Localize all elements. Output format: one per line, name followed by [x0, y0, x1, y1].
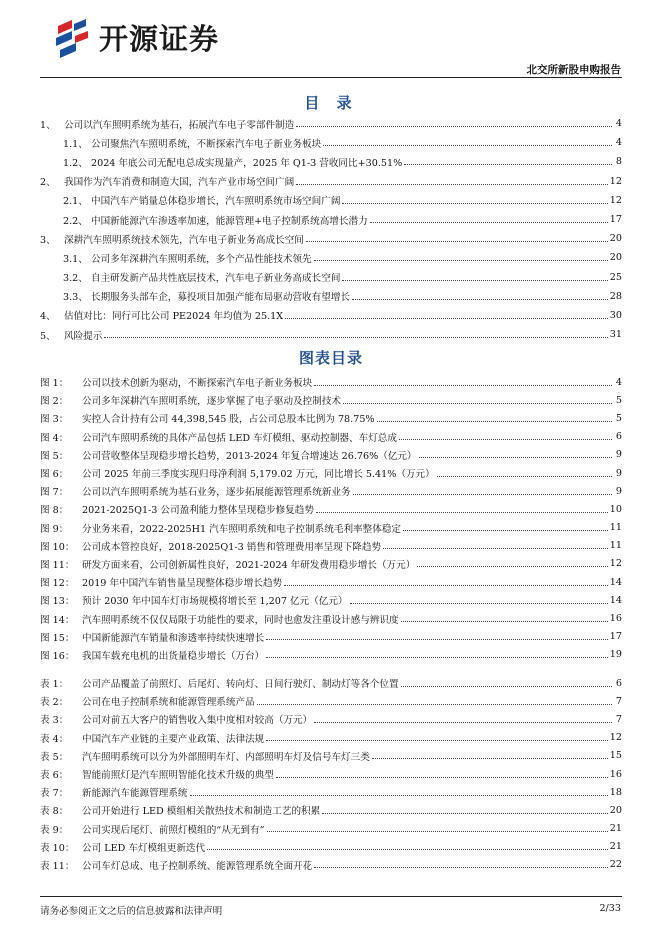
brand-logo-icon — [52, 18, 92, 58]
dot-leader — [417, 566, 607, 567]
entry-page: 21 — [609, 841, 622, 853]
entry-number: 1.1、 — [63, 138, 88, 150]
entry-title: 公司以汽车照明系统为基石，拓展汽车电子零部件制造 — [64, 119, 295, 131]
entry-page: 15 — [609, 750, 622, 762]
entry-title: 2021-2025Q1-3 公司盈利能力整体呈现稳步修复趋势 — [82, 505, 314, 517]
toc-entry[interactable] — [40, 747, 622, 765]
dot-leader — [314, 722, 612, 723]
toc-entry[interactable] — [40, 446, 622, 464]
dot-leader — [306, 241, 608, 242]
figure-list-title: 图表目录 — [298, 349, 363, 367]
brand-name: 开源证券 — [99, 22, 220, 56]
toc-entry[interactable] — [40, 482, 622, 500]
entry-title: 公司汽车照明系统的具体产品包括 LED 车灯模组、驱动控制器、车灯总成 — [82, 432, 397, 444]
entry-page: 16 — [609, 768, 622, 780]
entry-title: 智能前照灯是汽车照明智能化技术升级的典型 — [82, 770, 274, 782]
entry-title: 汽车照明系统可以分为外部照明车灯、内部照明车灯及信号车灯三类 — [82, 751, 370, 763]
dot-leader — [343, 403, 612, 404]
entry-number: 表 2： — [40, 697, 69, 709]
dot-leader — [296, 184, 608, 185]
toc-entry[interactable] — [40, 172, 622, 191]
dot-leader — [207, 849, 608, 850]
entry-number: 图 7： — [40, 487, 69, 499]
entry-page: 19 — [609, 649, 622, 661]
entry-page: 5 — [615, 412, 622, 424]
header-rule — [40, 77, 622, 78]
dot-leader — [350, 603, 608, 604]
toc-entry[interactable] — [40, 325, 622, 344]
entry-number: 3.1、 — [63, 253, 88, 265]
toc-entry[interactable] — [40, 801, 622, 819]
entry-number: 表 4： — [40, 733, 69, 745]
entry-page: 6 — [615, 677, 622, 689]
dot-leader — [314, 867, 608, 868]
entry-number: 图 3： — [40, 414, 69, 426]
entry-page: 4 — [615, 376, 622, 388]
entry-number: 图 14： — [40, 614, 75, 626]
entry-number: 图 4： — [40, 432, 69, 444]
dot-leader — [266, 657, 608, 658]
dot-leader — [342, 203, 607, 204]
entry-title: 长期服务头部车企，募投项目加强产能布局驱动营收有望增长 — [91, 292, 351, 304]
dot-leader — [284, 585, 608, 586]
toc-entry[interactable] — [40, 729, 622, 747]
entry-number: 2.1、 — [63, 196, 88, 208]
toc-entry[interactable] — [40, 133, 622, 152]
entry-number: 表 1： — [40, 679, 69, 691]
entry-number: 1.2、 — [63, 157, 88, 169]
dot-leader — [316, 512, 608, 513]
entry-page: 12 — [609, 175, 622, 187]
dot-leader — [399, 439, 612, 440]
toc-entry[interactable] — [40, 537, 622, 555]
entry-number: 图 5： — [40, 450, 69, 462]
entry-number: 图 11： — [40, 559, 75, 571]
toc-entry[interactable] — [40, 229, 622, 248]
entry-title: 我国作为汽车消费和制造大国，汽车产业市场空间广阔 — [64, 177, 295, 189]
dot-leader — [372, 758, 608, 759]
entry-number: 表 8： — [40, 806, 69, 818]
entry-number: 表 7： — [40, 788, 69, 800]
page-number: 2/33 — [599, 903, 621, 914]
entry-page: 30 — [609, 309, 622, 321]
entry-number: 3.3、 — [63, 292, 88, 304]
dot-leader — [404, 164, 612, 165]
toc-entry[interactable] — [40, 152, 622, 171]
entry-page: 12 — [609, 558, 622, 570]
entry-page: 11 — [609, 522, 622, 534]
entry-title: 分业务来看，2022-2025H1 汽车照明系统和电子控制系统毛利率整体稳定 — [82, 523, 402, 535]
entry-page: 9 — [615, 485, 622, 497]
entry-page: 28 — [609, 290, 622, 302]
entry-title: 公司多年深耕汽车照明系统，逐步掌握了电子驱动及控制技术 — [82, 396, 342, 408]
dot-leader — [276, 777, 608, 778]
dot-leader — [314, 260, 608, 261]
dot-leader — [383, 548, 608, 549]
entry-title: 自主研发新产品共性底层技术，汽车电子新业务高成长空间 — [91, 273, 341, 285]
entry-page: 11 — [609, 540, 622, 552]
dot-leader — [342, 280, 607, 281]
entry-page: 17 — [609, 631, 622, 643]
entry-number: 图 16： — [40, 650, 75, 662]
entry-page: 20 — [609, 804, 622, 816]
entry-title: 公司产品覆盖了前照灯、后尾灯、转向灯、日间行驶灯、制动灯等各个位置 — [82, 679, 399, 691]
entry-number: 表 10： — [40, 842, 75, 854]
toc-entry[interactable] — [40, 428, 622, 446]
entry-title: 我国车载充电机的出货量稳步增长（万台） — [82, 650, 265, 662]
dot-leader — [353, 494, 612, 495]
entry-title: 公司多年深耕汽车照明系统，多个产品性能技术领先 — [91, 253, 312, 265]
toc-entry[interactable] — [40, 268, 622, 287]
entry-number: 2.2、 — [63, 215, 88, 227]
entry-page: 18 — [609, 786, 622, 798]
entry-page: 14 — [609, 576, 622, 588]
dot-leader — [190, 795, 608, 796]
entry-number: 表 11： — [40, 860, 75, 872]
toc-entry[interactable] — [40, 628, 622, 646]
entry-title: 公司实现后尾灯、前照灯模组的“从无到有” — [82, 824, 265, 836]
dot-leader — [370, 222, 608, 223]
entry-title: 公司车灯总成、电子控制系统、能源管理系统全面开花 — [82, 860, 313, 872]
toc-title: 目 录 — [304, 94, 358, 112]
entry-title: 深耕汽车照明系统技术领先，汽车电子新业务高成长空间 — [64, 234, 304, 246]
entry-page: 20 — [609, 252, 622, 264]
toc-entry[interactable] — [40, 765, 622, 783]
dot-leader — [266, 639, 608, 640]
entry-number: 图 12： — [40, 578, 75, 590]
dot-leader — [401, 686, 612, 687]
dot-leader — [437, 476, 612, 477]
toc-entry[interactable] — [40, 674, 622, 692]
toc-entry[interactable] — [40, 783, 622, 801]
entry-number: 图 9： — [40, 523, 69, 535]
entry-title: 中国新能源汽车渗透率加速，能源管理+电子控制系统高增长潜力 — [91, 215, 368, 227]
entry-title: 风险提示 — [64, 330, 103, 342]
entry-title: 公司开始进行 LED 模组相关散热技术和制造工艺的积累 — [82, 806, 321, 818]
toc-entry[interactable] — [40, 464, 622, 482]
toc-entry[interactable] — [40, 519, 622, 537]
entry-title: 估值对比：同行可比公司 PE2024 年均值为 25.1X — [64, 311, 284, 323]
toc-entry[interactable] — [40, 114, 622, 133]
entry-number: 3.2、 — [63, 273, 88, 285]
toc-entry[interactable] — [40, 591, 622, 609]
toc-entry[interactable] — [40, 210, 622, 229]
page-header — [0, 0, 662, 80]
entry-page: 14 — [609, 594, 622, 606]
entry-number: 图 15： — [40, 632, 75, 644]
entry-title: 公司在电子控制系统和能源管理系统产品 — [82, 697, 255, 709]
dot-leader — [322, 813, 608, 814]
entry-page: 4 — [615, 118, 622, 130]
footer-disclaimer: 请务必参阅正文之后的信息披露和法律声明 — [40, 906, 223, 917]
dot-leader — [419, 457, 612, 458]
list-gap — [40, 664, 622, 674]
figure-list — [40, 373, 622, 874]
dot-leader — [323, 145, 612, 146]
entry-number: 图 2： — [40, 396, 69, 408]
entry-number: 图 1： — [40, 378, 69, 390]
entry-page: 31 — [609, 329, 622, 341]
entry-number: 4、 — [40, 311, 56, 323]
entry-number: 5、 — [40, 330, 56, 342]
dot-leader — [401, 621, 608, 622]
entry-number: 图 6： — [40, 469, 69, 481]
toc-entry[interactable] — [40, 646, 622, 664]
entry-title: 2024 年底公司无配电总成实现量产，2025 年 Q1-3 营收同比+30.51% — [91, 157, 403, 169]
entry-page: 8 — [615, 156, 622, 168]
entry-page: 21 — [609, 823, 622, 835]
entry-number: 图 13： — [40, 596, 75, 608]
entry-page: 9 — [615, 449, 622, 461]
entry-page: 5 — [615, 394, 622, 406]
entry-title: 研发方面来看，公司创新属性良好，2021-2024 年研发费用稳步增长（万元） — [82, 559, 416, 571]
toc-entry[interactable] — [40, 500, 622, 518]
entry-title: 公司 LED 车灯模组更新迭代 — [82, 842, 206, 854]
entry-title: 中国新能源汽车销量和渗透率持续快速增长 — [82, 632, 265, 644]
toc-entry[interactable] — [40, 573, 622, 591]
report-type-label: 北交所新股申购报告 — [526, 64, 621, 76]
toc-entry[interactable] — [40, 838, 622, 856]
entry-page: 6 — [615, 431, 622, 443]
entry-title: 预计 2030 年中国车灯市场规模将增长至 1,207 亿元（亿元） — [82, 596, 348, 608]
entry-page: 25 — [609, 271, 622, 283]
entry-page: 9 — [615, 467, 622, 479]
entry-page: 4 — [615, 137, 622, 149]
entry-page: 7 — [615, 713, 622, 725]
entry-page: 17 — [609, 214, 622, 226]
entry-page: 20 — [609, 233, 622, 245]
dot-leader — [403, 530, 608, 531]
entry-page: 22 — [609, 859, 622, 871]
entry-title: 2019 年中国汽车销售量呈现整体稳步增长趋势 — [82, 578, 283, 590]
dot-leader — [104, 337, 607, 338]
dot-leader — [296, 126, 612, 127]
toc-entry[interactable] — [40, 287, 622, 306]
entry-title: 公司营收整体呈现稳步增长趋势，2013-2024 年复合增速达 26.76%（亿元） — [82, 450, 417, 462]
entry-number: 图 8： — [40, 505, 69, 517]
footer-rule — [40, 896, 622, 897]
entry-number: 图 10： — [40, 541, 75, 553]
dot-leader — [285, 318, 608, 319]
toc-entry[interactable] — [40, 555, 622, 573]
dot-leader — [257, 704, 612, 705]
toc-entry[interactable] — [40, 820, 622, 838]
toc-entry[interactable] — [40, 710, 622, 728]
toc-entry[interactable] — [40, 856, 622, 874]
dot-leader — [267, 831, 608, 832]
toc-entry[interactable] — [40, 373, 622, 391]
toc-entry[interactable] — [40, 609, 622, 627]
entry-title: 公司以技术创新为驱动，不断探索汽车电子新业务板块 — [82, 378, 313, 390]
entry-title: 新能源汽车能源管理系统 — [82, 788, 188, 800]
toc-entry[interactable] — [40, 191, 622, 210]
dot-leader — [352, 299, 608, 300]
entry-number: 2、 — [40, 177, 56, 189]
entry-page: 12 — [609, 194, 622, 206]
entry-title: 公司对前五大客户的销售收入集中度相对较高（万元） — [82, 715, 313, 727]
entry-title: 公司聚焦汽车照明系统，不断探索汽车电子新业务板块 — [91, 138, 322, 150]
entry-number: 表 6： — [40, 770, 69, 782]
toc-list — [40, 114, 622, 344]
brand-logo — [52, 17, 219, 58]
entry-page: 12 — [609, 732, 622, 744]
entry-page: 7 — [615, 695, 622, 707]
entry-title: 公司以汽车照明系统为基石业务，逐步拓展能源管理系统新业务 — [82, 487, 351, 499]
toc-entry[interactable] — [40, 409, 622, 427]
entry-title: 公司 2025 年前三季度实现归母净利润 5,179.02 万元，同比增长 5.41%（万元） — [82, 469, 435, 481]
entry-title: 汽车照明系统不仅仅局限于功能性的要求，同时也愈发注重设计感与辨识度 — [82, 614, 399, 626]
toc-entry[interactable] — [40, 248, 622, 267]
toc-entry[interactable] — [40, 692, 622, 710]
entry-page: 10 — [609, 503, 622, 515]
dot-leader — [314, 385, 612, 386]
entry-number: 表 3： — [40, 715, 69, 727]
entry-title: 公司成本管控良好，2018-2025Q1-3 销售和管理费用率呈现下降趋势 — [82, 541, 382, 553]
entry-number: 表 5： — [40, 751, 69, 763]
entry-number: 1、 — [40, 119, 56, 131]
dot-leader — [377, 421, 612, 422]
dot-leader — [266, 740, 608, 741]
toc-entry[interactable] — [40, 391, 622, 409]
entry-title: 中国汽车产业链的主要产业政策、法律法规 — [82, 733, 265, 745]
entry-page: 16 — [609, 613, 622, 625]
toc-entry[interactable] — [40, 306, 622, 325]
entry-title: 中国汽车产销量总体稳步增长，汽车照明系统市场空间广阔 — [91, 196, 341, 208]
entry-number: 表 9： — [40, 824, 69, 836]
entry-title: 实控人合计持有公司 44,398,545 股，占公司总股本比例为 78.75% — [82, 414, 375, 426]
entry-number: 3、 — [40, 234, 56, 246]
